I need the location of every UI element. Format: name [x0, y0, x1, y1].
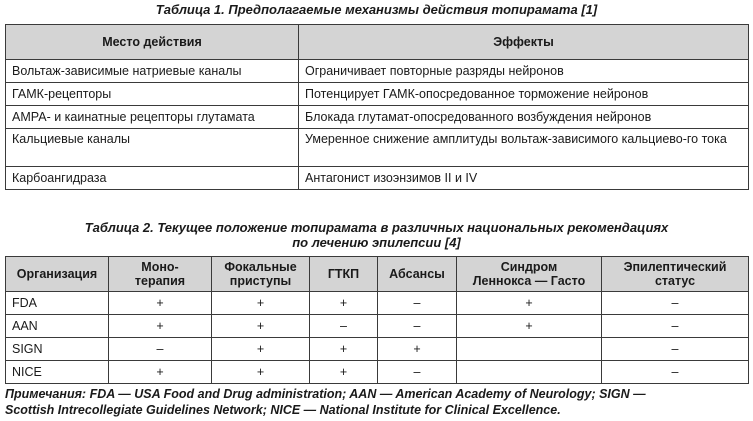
header-line: приступы: [229, 274, 292, 288]
cell-value: –: [310, 315, 378, 338]
cell-site: АМРА- и каинатные рецепторы глутамата: [6, 106, 299, 129]
notes-line1: Примечания: FDA — USA Food and Drug administration; AAN — American Academy of Neurology; SIGN —: [5, 387, 646, 401]
cell-organization: NICE: [6, 361, 109, 384]
cell-value: –: [378, 315, 457, 338]
cell-value: –: [602, 292, 749, 315]
cell-value: [457, 361, 602, 384]
cell-effect: Умеренное снижение амплитуды вольтаж-зависимого кальциево-го тока: [299, 129, 749, 167]
cell-value: +: [212, 361, 310, 384]
column-header-organization: Организация: [6, 257, 109, 292]
cell-value: +: [310, 361, 378, 384]
cell-effect: Антагонист изоэнзимов II и IV: [299, 167, 749, 190]
table-row: [6, 315, 749, 338]
cell-value: +: [310, 292, 378, 315]
cell-value: –: [378, 292, 457, 315]
cell-value: +: [109, 292, 212, 315]
header-line: Моно-: [141, 260, 179, 274]
column-header-site: Место действия: [6, 25, 299, 60]
table-header-row: [6, 257, 749, 292]
cell-value: –: [602, 338, 749, 361]
header-line: терапия: [134, 274, 186, 288]
cell-value: +: [109, 361, 212, 384]
notes-line2: Scottish Intrecollegiate Guidelines Network; NICE — National Institute for Clinical Excellence.: [5, 403, 561, 417]
column-header-gtcs: ГТКП: [310, 257, 378, 292]
cell-organization: FDA: [6, 292, 109, 315]
cell-value: [457, 338, 602, 361]
table-header-row: [6, 25, 749, 60]
cell-site: Кальциевые каналы: [6, 129, 299, 167]
cell-value: +: [109, 315, 212, 338]
cell-value: +: [212, 338, 310, 361]
cell-site: Карбоангидраза: [6, 167, 299, 190]
table-notes: [5, 386, 748, 418]
column-header-monotherapy: [109, 257, 212, 292]
cell-effect: Блокада глутамат-опосредованного возбуждения нейронов: [299, 106, 749, 129]
cell-organization: SIGN: [6, 338, 109, 361]
cell-value: –: [602, 315, 749, 338]
cell-value: +: [212, 292, 310, 315]
cell-value: +: [212, 315, 310, 338]
table-row: [6, 106, 749, 129]
cell-site: ГАМК-рецепторы: [6, 83, 299, 106]
column-header-effects: Эффекты: [299, 25, 749, 60]
cell-value: +: [378, 338, 457, 361]
table-row: [6, 129, 749, 167]
cell-effect: Ограничивает повторные разряды нейронов: [299, 60, 749, 83]
table-row: [6, 361, 749, 384]
cell-value: +: [457, 315, 602, 338]
table-row: [6, 167, 749, 190]
column-header-status-epilepticus: [602, 257, 749, 292]
header-line: Фокальные: [224, 260, 297, 274]
cell-effect: Потенцирует ГАМК-опосредованное торможение нейронов: [299, 83, 749, 106]
header-line: Эпилептический: [623, 260, 727, 274]
table-row: [6, 292, 749, 315]
cell-value: –: [602, 361, 749, 384]
column-header-focal-seizures: [212, 257, 310, 292]
table-row: [6, 338, 749, 361]
column-header-absences: Абсансы: [378, 257, 457, 292]
table-row: [6, 83, 749, 106]
cell-value: +: [310, 338, 378, 361]
header-line: Леннокса — Гасто: [472, 274, 586, 288]
cell-site: Вольтаж-зависимые натриевые каналы: [6, 60, 299, 83]
cell-value: –: [109, 338, 212, 361]
recommendations-table: [5, 256, 749, 384]
table-row: [6, 60, 749, 83]
table2-caption-line2: по лечению эпилепсии [4]: [292, 235, 461, 250]
column-header-lennox-gastaut: [457, 257, 602, 292]
header-line: Синдром: [500, 260, 558, 274]
table2-caption: [0, 220, 753, 250]
table2-caption-line1: Таблица 2. Текущее положение топирамата в различных национальных рекомендациях: [84, 220, 669, 235]
cell-value: +: [457, 292, 602, 315]
cell-value: –: [378, 361, 457, 384]
header-line: статус: [654, 274, 696, 288]
table1-caption: Таблица 1. Предполагаемые механизмы действия топирамата [1]: [155, 2, 598, 17]
cell-organization: AAN: [6, 315, 109, 338]
mechanisms-table: [5, 24, 749, 190]
